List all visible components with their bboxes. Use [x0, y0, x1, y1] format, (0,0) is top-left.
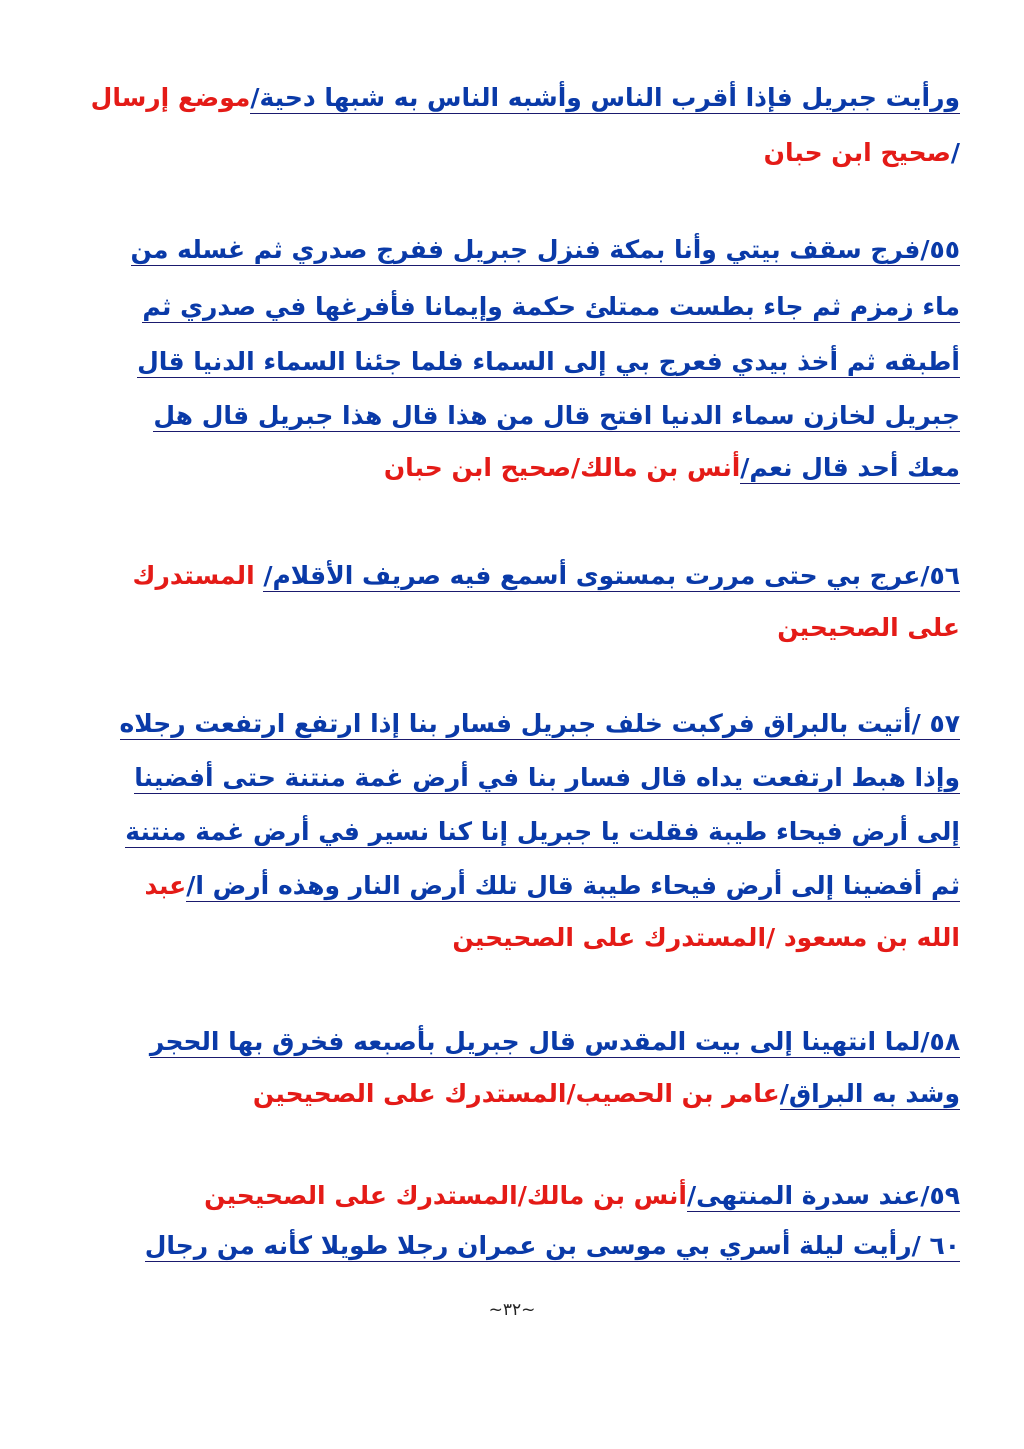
line-main-text: ٥٥/فرج سقف بيتي وأنا بمكة فنزل جبريل ففرج صدري ثم غسله من: [130, 235, 960, 264]
text-line: [134, 756, 960, 800]
page-number: ~٣٢~: [488, 1300, 536, 1320]
line-main-text: /: [950, 138, 960, 167]
text-line: [204, 1174, 960, 1218]
text-line: [137, 340, 960, 384]
line-main-text: ماء زمزم ثم جاء بطست ممتلئ حكمة وإيمانا فأفرغها في صدري ثم: [142, 292, 960, 321]
text-line: [131, 228, 961, 272]
line-main-text: معك أحد قال نعم/: [740, 453, 960, 482]
text-line: [452, 916, 960, 960]
line-source-text: على الصحيحين: [777, 613, 960, 642]
line-source-text: صحيح ابن حبان: [763, 138, 951, 167]
line-main-text: ٥٩/عند سدرة المنتهى/: [686, 1181, 960, 1210]
line-source-text: المستدرك: [132, 561, 264, 590]
line-main-text: ٥٨/لما انتهينا إلى بيت المقدس قال جبريل بأصبعه فخرق بها الحجر: [149, 1027, 960, 1056]
line-source-text: عبد: [144, 871, 187, 900]
line-source-text: أنس بن مالك/المستدرك على الصحيحين: [204, 1181, 687, 1210]
line-source-text: عامر بن الحصيب/المستدرك على الصحيحين: [252, 1079, 780, 1108]
text-line: [142, 285, 960, 329]
text-line: [253, 1072, 960, 1116]
line-main-text: ثم أفضينا إلى أرض فيحاء طيبة قال تلك أرض النار وهذه أرض ا/: [186, 871, 960, 900]
text-line: [120, 702, 961, 746]
text-line: [145, 1224, 960, 1268]
line-source-text: الله بن مسعود /المستدرك على الصحيحين: [452, 923, 960, 952]
text-line: [384, 446, 960, 490]
line-main-text: ٥٧ /أتيت بالبراق فركبت خلف جبريل فسار بنا إذا ارتفع ارتفعت رجلاه: [119, 709, 960, 738]
line-source-text: أنس بن مالك/صحيح ابن حبان: [383, 453, 741, 482]
text-line: [764, 131, 960, 175]
text-line: [150, 1020, 960, 1064]
text-line: [145, 864, 960, 908]
text-line: [777, 606, 960, 650]
text-line: [91, 76, 960, 120]
line-main-text: ورأيت جبريل فإذا أقرب الناس وأشبه الناس به شبها دحية/: [250, 83, 960, 112]
line-source-text: موضع إرسال: [90, 83, 251, 112]
line-main-text: وإذا هبط ارتفعت يداه قال فسار بنا في أرض غمة منتنة حتى أفضينا: [134, 763, 960, 792]
line-main-text: أطبقه ثم أخذ بيدي فعرج بي إلى السماء فلما جئنا السماء الدنيا قال: [137, 347, 960, 376]
line-main-text: وشد به البراق/: [779, 1079, 960, 1108]
line-main-text: ٦٠ /رأيت ليلة أسري بي موسى بن عمران رجلا طويلا كأنه من رجال: [144, 1231, 960, 1260]
line-main-text: ٥٦/عرج بي حتى مررت بمستوى أسمع فيه صريف الأقلام/: [263, 561, 960, 590]
text-line: [125, 810, 960, 854]
line-main-text: جبريل لخازن سماء الدنيا افتح قال من هذا قال هذا جبريل قال هل: [153, 401, 960, 430]
text-line: [133, 554, 960, 598]
line-main-text: إلى أرض فيحاء طيبة فقلت يا جبريل إنا كنا نسير في أرض غمة منتنة: [125, 817, 960, 846]
text-line: [153, 394, 960, 438]
